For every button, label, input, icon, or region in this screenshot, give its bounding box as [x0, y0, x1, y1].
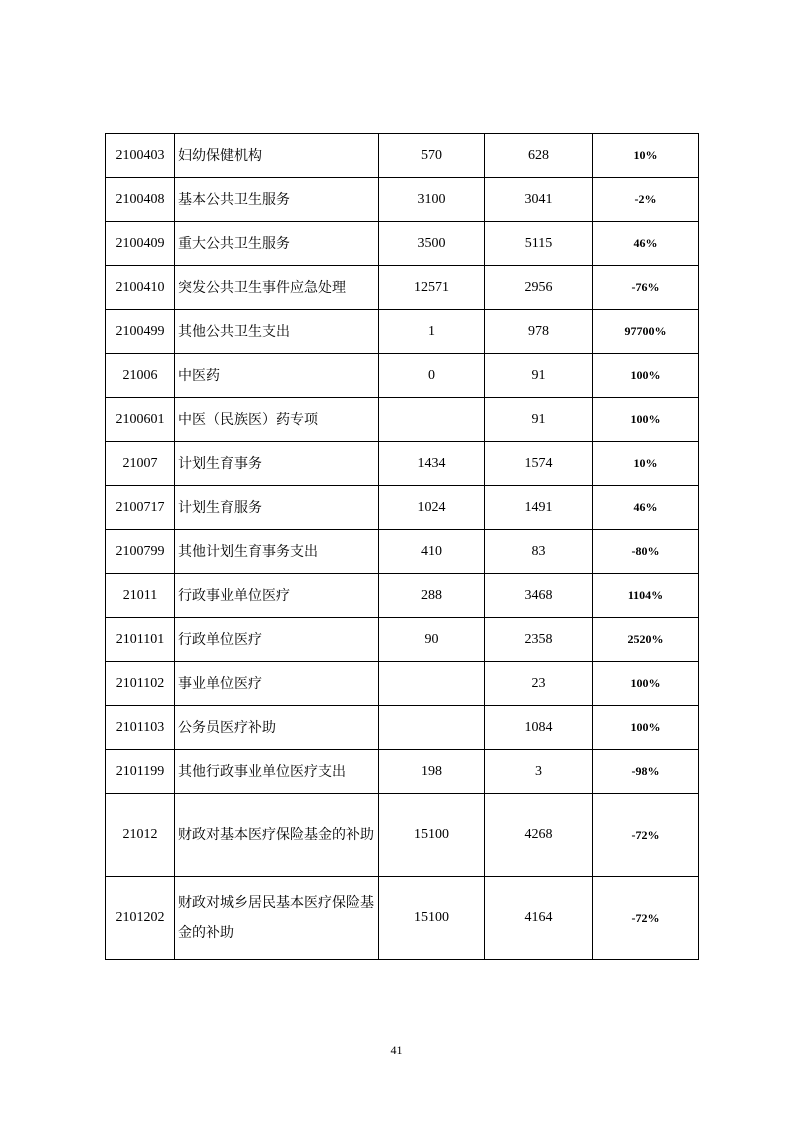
- row-change-cell: -72%: [593, 877, 699, 960]
- table-row: [106, 222, 699, 266]
- table-row: [106, 178, 699, 222]
- row-code-cell: 21012: [106, 794, 175, 877]
- row-code-cell: 2100799: [106, 530, 175, 574]
- table-row: [106, 794, 699, 877]
- row-value1-cell: [379, 706, 485, 750]
- row-code-cell: 2100499: [106, 310, 175, 354]
- row-value1-cell: 12571: [379, 266, 485, 310]
- row-name-cell: 其他计划生育事务支出: [175, 530, 379, 574]
- row-change-cell: 2520%: [593, 618, 699, 662]
- table-row: [106, 354, 699, 398]
- row-value2-cell: 2956: [485, 266, 593, 310]
- row-change-cell: -72%: [593, 794, 699, 877]
- row-value2-cell: 91: [485, 354, 593, 398]
- row-value2-cell: 1491: [485, 486, 593, 530]
- row-name-cell: 行政单位医疗: [175, 618, 379, 662]
- row-code-cell: 21006: [106, 354, 175, 398]
- row-value2-cell: 3: [485, 750, 593, 794]
- row-value2-cell: 978: [485, 310, 593, 354]
- row-change-cell: 100%: [593, 354, 699, 398]
- row-name-cell: 基本公共卫生服务: [175, 178, 379, 222]
- row-change-cell: 46%: [593, 222, 699, 266]
- row-value1-cell: 288: [379, 574, 485, 618]
- page-number: 41: [390, 1043, 403, 1057]
- row-name-cell: 事业单位医疗: [175, 662, 379, 706]
- row-code-cell: 2100403: [106, 134, 175, 178]
- row-value1-cell: 1024: [379, 486, 485, 530]
- row-value2-cell: 3468: [485, 574, 593, 618]
- row-name-cell: 其他公共卫生支出: [175, 310, 379, 354]
- row-name-cell: 公务员医疗补助: [175, 706, 379, 750]
- row-value1-cell: 3100: [379, 178, 485, 222]
- table-row: [106, 134, 699, 178]
- row-change-cell: 97700%: [593, 310, 699, 354]
- row-code-cell: 2101103: [106, 706, 175, 750]
- row-value2-cell: 4268: [485, 794, 593, 877]
- row-change-cell: 100%: [593, 662, 699, 706]
- row-code-cell: 2101202: [106, 877, 175, 960]
- row-name-cell: 妇幼保健机构: [175, 134, 379, 178]
- table-row: [106, 618, 699, 662]
- row-value2-cell: 1574: [485, 442, 593, 486]
- row-code-cell: 21007: [106, 442, 175, 486]
- row-value1-cell: 3500: [379, 222, 485, 266]
- row-code-cell: 2101199: [106, 750, 175, 794]
- table-row: [106, 530, 699, 574]
- budget-table: [105, 133, 699, 960]
- table-row: [106, 486, 699, 530]
- table-row: [106, 310, 699, 354]
- row-change-cell: -98%: [593, 750, 699, 794]
- row-value2-cell: 4164: [485, 877, 593, 960]
- table-row: [106, 398, 699, 442]
- row-value2-cell: 628: [485, 134, 593, 178]
- row-name-cell: 财政对基本医疗保险基金的补助: [175, 794, 379, 877]
- table-row: [106, 877, 699, 960]
- row-value2-cell: 5115: [485, 222, 593, 266]
- row-change-cell: -2%: [593, 178, 699, 222]
- row-value1-cell: 0: [379, 354, 485, 398]
- table-row: [106, 574, 699, 618]
- row-change-cell: 46%: [593, 486, 699, 530]
- row-code-cell: 2100717: [106, 486, 175, 530]
- row-name-cell: 中医（民族医）药专项: [175, 398, 379, 442]
- row-name-cell: 中医药: [175, 354, 379, 398]
- table-row: [106, 442, 699, 486]
- row-value1-cell: [379, 662, 485, 706]
- row-change-cell: -76%: [593, 266, 699, 310]
- row-value1-cell: 570: [379, 134, 485, 178]
- row-change-cell: 10%: [593, 134, 699, 178]
- row-code-cell: 2101102: [106, 662, 175, 706]
- row-name-cell: 计划生育事务: [175, 442, 379, 486]
- row-change-cell: 100%: [593, 398, 699, 442]
- row-value2-cell: 1084: [485, 706, 593, 750]
- row-name-cell: 其他行政事业单位医疗支出: [175, 750, 379, 794]
- row-name-cell: 行政事业单位医疗: [175, 574, 379, 618]
- row-code-cell: 21011: [106, 574, 175, 618]
- row-value1-cell: 198: [379, 750, 485, 794]
- row-name-cell: 重大公共卫生服务: [175, 222, 379, 266]
- table-row: [106, 662, 699, 706]
- row-change-cell: 1104%: [593, 574, 699, 618]
- row-value2-cell: 2358: [485, 618, 593, 662]
- row-value2-cell: 3041: [485, 178, 593, 222]
- row-value1-cell: 90: [379, 618, 485, 662]
- table-body: [106, 134, 699, 960]
- row-value1-cell: 15100: [379, 794, 485, 877]
- row-code-cell: 2100409: [106, 222, 175, 266]
- row-code-cell: 2101101: [106, 618, 175, 662]
- row-change-cell: 10%: [593, 442, 699, 486]
- row-value1-cell: 1: [379, 310, 485, 354]
- row-change-cell: -80%: [593, 530, 699, 574]
- row-value1-cell: 1434: [379, 442, 485, 486]
- row-code-cell: 2100410: [106, 266, 175, 310]
- row-value2-cell: 91: [485, 398, 593, 442]
- table-row: [106, 706, 699, 750]
- row-name-cell: 计划生育服务: [175, 486, 379, 530]
- row-code-cell: 2100408: [106, 178, 175, 222]
- table-row: [106, 266, 699, 310]
- row-name-cell: 财政对城乡居民基本医疗保险基金的补助: [175, 877, 379, 960]
- row-value1-cell: [379, 398, 485, 442]
- row-value2-cell: 23: [485, 662, 593, 706]
- row-code-cell: 2100601: [106, 398, 175, 442]
- row-name-cell: 突发公共卫生事件应急处理: [175, 266, 379, 310]
- row-value1-cell: 15100: [379, 877, 485, 960]
- row-value1-cell: 410: [379, 530, 485, 574]
- table-row: [106, 750, 699, 794]
- row-value2-cell: 83: [485, 530, 593, 574]
- row-change-cell: 100%: [593, 706, 699, 750]
